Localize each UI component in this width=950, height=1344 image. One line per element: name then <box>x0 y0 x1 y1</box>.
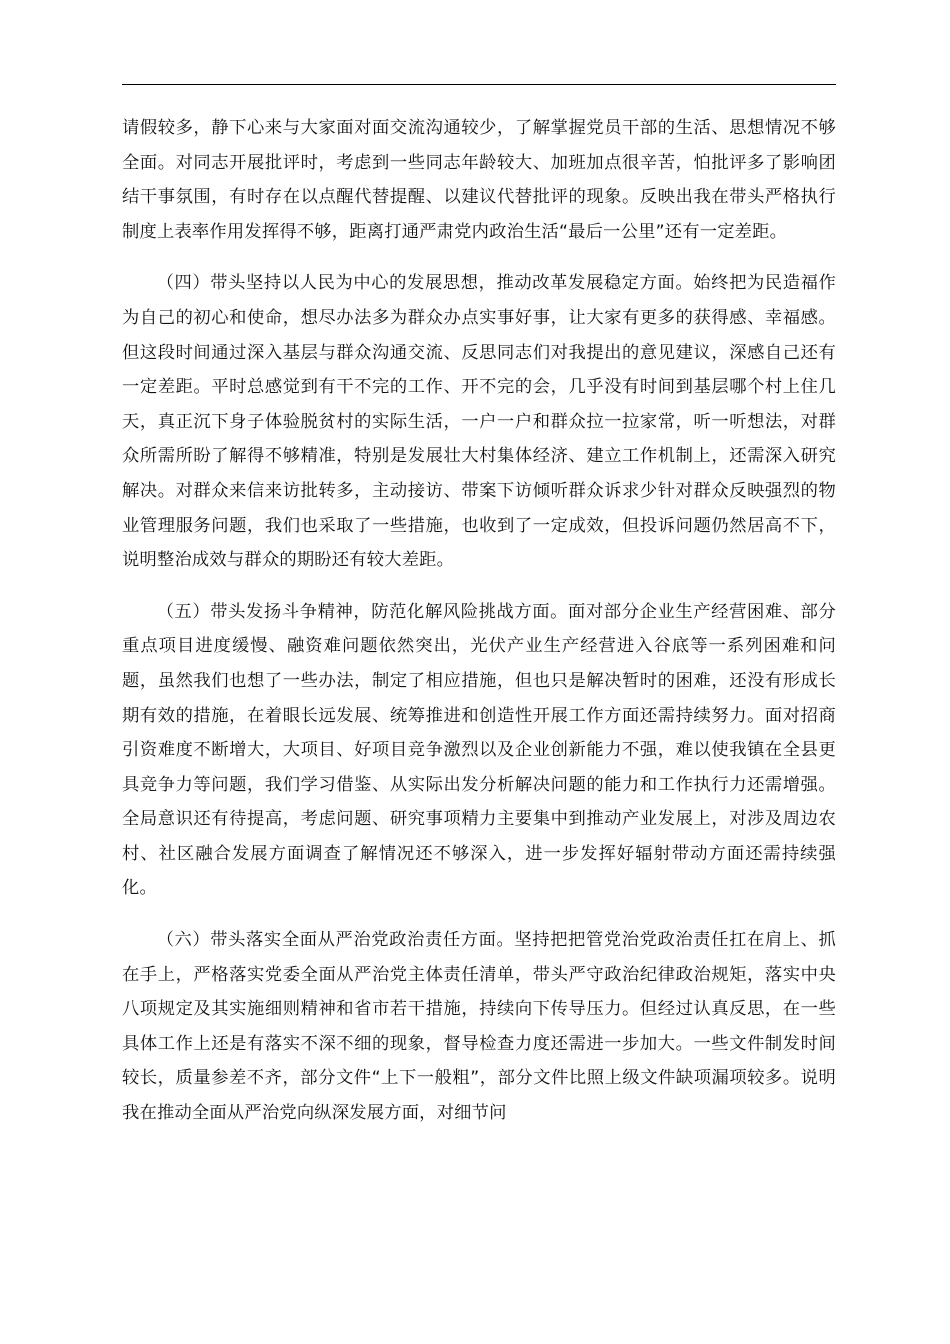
paragraph-gap <box>122 578 836 595</box>
paragraph-continuation: 请假较多，静下心来与大家面对面交流沟通较少，了解掌握党员干部的生活、思想情况不够全面。对同志开展批评时，考虑到一些同志年龄较大、加班加点很辛苦，怕批评多了影响团结干事氛围，有时存在以点醒代替提醒、以建议代替批评的现象。反映出我在带头严格执行制度上表率作用发挥得不够，距离打通严肃党内政治生活“最后一公里”还有一定差距。 <box>122 118 836 242</box>
paragraph-section-6: （六）带头落实全面从严治党政治责任方面。坚持把把管党治党政治责任扛在肩上、抓在手上，严格落实党委全面从严治党主体责任清单，带头严守政治纪律政治规矩，落实中央八项规定及其实施细则精神和省市若干措施，持续向下传导压力。但经过认真反思，在一些具体工作上还是有落实不深不细的现象，督导检查力度还需进一步加大。一些文件制发时间较长，质量参差不齐，部分文件“上下一般粗”，部分文件比照上级文件缺项漏项较多。说明我在推动全面从严治党向纵深发展方面，对细节问 <box>122 930 836 1124</box>
paragraph-gap <box>122 906 836 923</box>
document-body <box>122 111 836 1131</box>
paragraph-section-4: （四）带头坚持以人民为中心的发展思想，推动改革发展稳定方面。始终把为民造福作为自己的初心和使命，想尽办法多为群众办点实事好事，让大家有更多的获得感、幸福感。但这段时间通过深入基层与群众沟通交流、反思同志们对我提出的意见建议，深感自己还有一定差距。平时总感觉到有干不完的工作、开不完的会，几乎没有时间到基层哪个村上住几天，真正沉下身子体验脱贫村的实际生活，一户一户和群众拉一拉家常，听一听想法，对群众所需所盼了解得不够精准，特别是发展壮大村集体经济、建立工作机制上，还需深入研究解决。对群众来信来访批转多，主动接访、带案下访倾听群众诉求少针对群众反映强烈的物业管理服务问题，我们也采取了一些措施，也收到了一定成效，但投诉问题仍然居高不下，说明整治成效与群众的期盼还有较大差距。 <box>122 273 836 571</box>
header-rule <box>122 84 836 85</box>
paragraph-gap <box>122 249 836 266</box>
paragraph-section-5: （五）带头发扬斗争精神，防范化解风险挑战方面。面对部分企业生产经营困难、部分重点项目进度缓慢、融资难问题依然突出，光伏产业生产经营进入谷底等一系列困难和问题，虽然我们也想了一些办法，制定了相应措施，但也只是解决暂时的困难，还没有形成长期有效的措施，在着眼长远发展、统筹推进和创造性开展工作方面还需持续努力。面对招商引资难度不断增大，大项目、好项目竞争激烈以及企业创新能力不强，难以使我镇在全县更具竞争力等问题，我们学习借鉴、从实际出发分析解决问题的能力和工作执行力还需增强。全局意识还有待提高，考虑问题、研究事项精力主要集中到推动产业发展上，对涉及周边农村、社区融合发展方面调查了解情况还不够深入，进一步发挥好辐射带动方面还需持续强化。 <box>122 601 836 899</box>
